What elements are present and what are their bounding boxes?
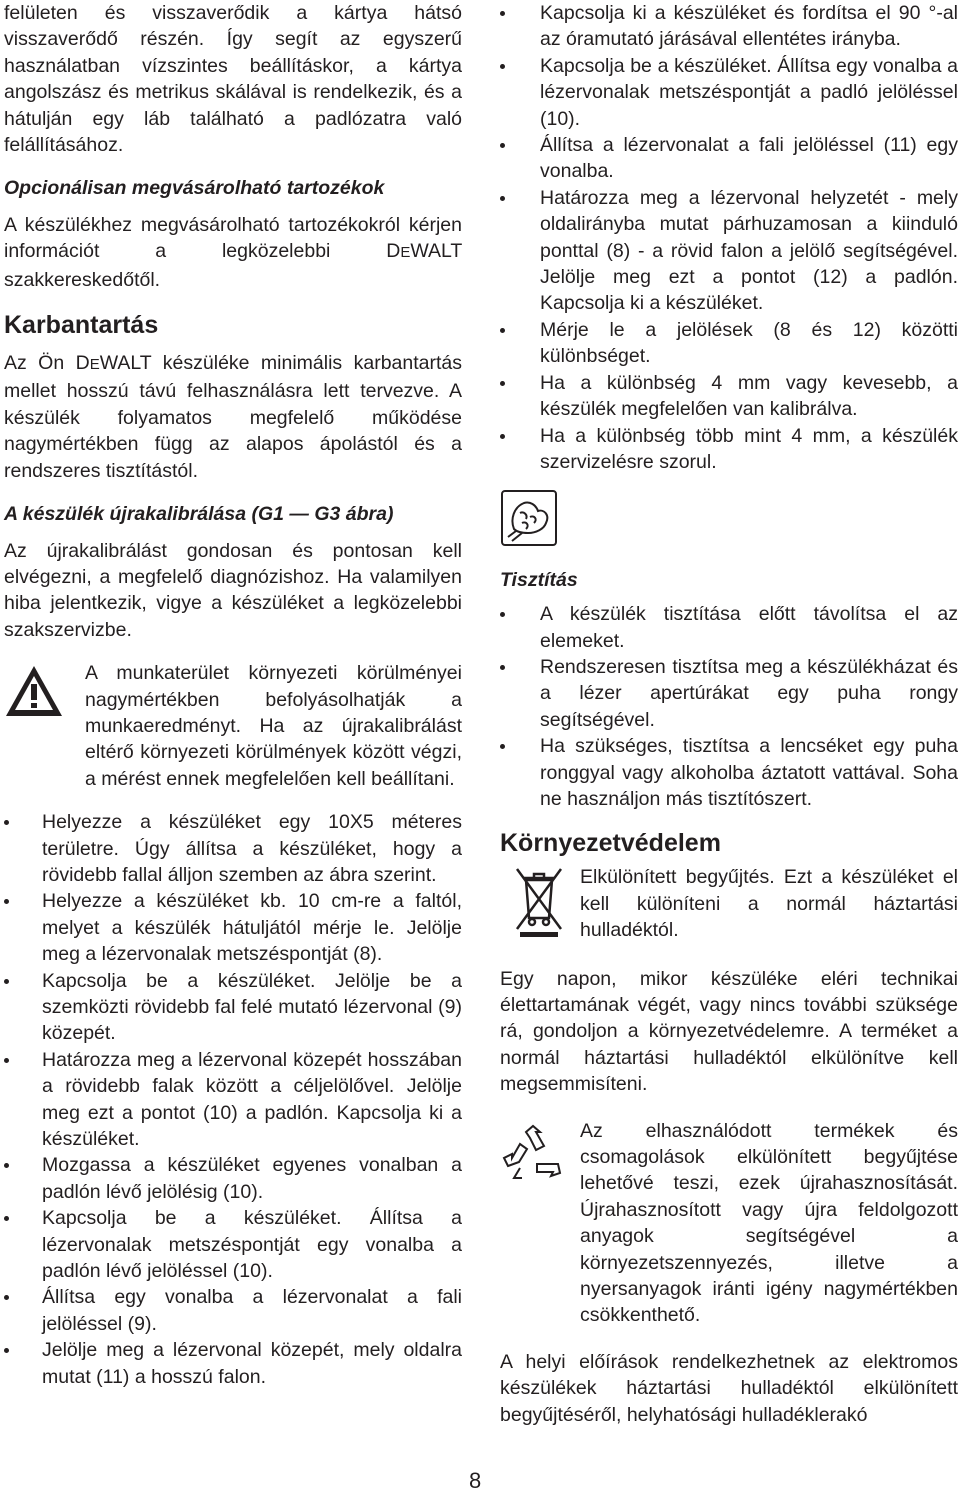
warning-text: A munkaterület környezeti körülményei nagymértékben befolyásolhatják a munkaeredményt. Ha az újrakalibrálást eltérő környezeti körülmények között végzi, a mérést ennek megfelelően kell beállítani. [85, 662, 462, 790]
list-item: Ha a különbség több mint 4 mm, a készülék szervizelésre szorul. [500, 423, 958, 476]
weee-text: Elkülönített begyűjtés. Ezt a készüléket el kell különíteni a normál háztartási hulladéktól. [580, 866, 958, 942]
cleaning-steps-list [500, 601, 958, 812]
list-item: Ha szükséges, tisztítsa a lencséket egy puha ronggyal vagy alkoholba áztatott vattával. Soha ne használjon más tisztítószert. [500, 733, 958, 812]
accessories-paragraph: A készülékhez megvásárolható tartozékokról kérjen információt a legközelebbi DEWALT szakkereskedőtől. [4, 213, 462, 291]
list-item: Állítsa egy vonalba a lézervonalat a fali jelöléssel (9). [4, 1284, 462, 1337]
recalibration-heading: A készülék újrakalibrálása (G1 — G3 ábra) [4, 503, 394, 526]
intro-paragraph: felületen és visszaverődik a kártya hátsó visszaverődő részén. Így segít az egyszerű használatban vízszintes beállításkor, a kártya angolszász és metrikus skálával is rendelkezik, és a hátulján egy láb található a padlózatra való felállításához. [4, 2, 462, 157]
left-column [4, 0, 462, 1390]
local-regulations-paragraph: A helyi előírások rendelkezhetnek az elektromos készülékek háztartási hulladéktól elkülönített begyűjtéséről, helyhatósági hulladéklerakó [500, 1350, 958, 1426]
cleaning-cloth-icon [500, 489, 958, 556]
list-item: A készülék tisztítása előtt távolítsa el az elemeket. [500, 601, 958, 654]
page-number: 8 [469, 1468, 482, 1493]
accessories-heading: Opcionálisan megvásárolható tartozékok [4, 177, 385, 200]
recycle-text: Az elhasználódott termékek és csomagolások elkülönített begyűjtése lehetővé teszi, ezek újrahasznosítását. Újrahasznosított vagy újra feldolgozott anyagok segítségével a környezetszennyezés, illetve a nyersanyagok iránti igény nagymértékben csökkenthető. [580, 1119, 958, 1327]
list-item: Határozza meg a lézervonal közepét hosszában a rövidebb falak között a céljelölővel. Jelölje meg ezt a pontot (10) a padlón. Kapcsolja ki a készüléket. [4, 1047, 462, 1153]
list-item: Rendszeresen tisztítsa meg a készülékházat és a lézer apertúrákat egy puha rongy segítségével. [500, 654, 958, 733]
warning-triangle-icon [4, 664, 64, 725]
list-item: Ha a különbség 4 mm vagy kevesebb, a készülék megfelelően van kalibrálva. [500, 370, 958, 423]
recycle-icon [500, 1122, 566, 1195]
list-item: Határozza meg a lézervonal helyzetét - mely oldalirányba mutat párhuzamosan a kiinduló ponttal (8) - a rövid falon a jelölő segítségével. Jelölje meg ezt a pontot (12) a padlón. Kapcsolja ki a készüléket. [500, 185, 958, 317]
list-item: Kapcsolja ki a készüléket és fordítsa el 90 °-al az óramutató járásával ellentétes irányba. [500, 0, 958, 53]
recalibration-paragraph: Az újrakalibrálást gondosan és pontosan kell elvégezni, a megfelelő diagnózishoz. Ha valamilyen hiba jelentkezik, vigye a készüléket a legközelebbi szakszervizbe. [4, 539, 462, 641]
list-item: Helyezze a készüléket egy 10X5 méteres területre. Úgy állítsa a készüléket, hogy a rövidebb fallal álljon szemben az ábra szerint. [4, 809, 462, 888]
brand-small-e: E [89, 356, 100, 374]
maintenance-paragraph: Az Ön DEWALT készüléke minimális karbantartás mellet hosszú távú felhasználásra lett tervezve. A készülék folyamatos megfelelő működése nagymértékben függ az alapos ápolástól és a rendszeres tisztítástól. [4, 352, 462, 482]
list-item: Kapcsolja be a készüléket. Állítsa egy vonalba a lézervonalak metszéspontját a padló jelöléssel (10). [500, 53, 958, 132]
weee-block [500, 864, 958, 943]
warning-block [4, 660, 462, 792]
list-item: Kapcsolja be a készüléket. Állítsa a lézervonalak metszéspontját egy vonalba a padlón lévő jelöléssel (10). [4, 1205, 462, 1284]
list-item: Kapcsolja be a készüléket. Jelölje be a szemközti rövidebb fal felé mutató lézervonal (9) közepét. [4, 968, 462, 1047]
maintenance-heading: Karbantartás [4, 311, 159, 340]
crossed-out-bin-icon [514, 866, 564, 945]
right-column [500, 0, 958, 1428]
list-item: Állítsa a lézervonalat a fali jelöléssel (11) egy vonalba. [500, 132, 958, 185]
brand-small-e: E [400, 244, 411, 262]
list-item: Jelölje meg a lézervonal közepét, mely oldalra mutat (11) a hosszú falon. [4, 1337, 462, 1390]
cleaning-heading: Tisztítás [500, 568, 578, 591]
list-item: Mérje le a jelölések (8 és 12) közötti különbséget. [500, 317, 958, 370]
recycle-block [500, 1118, 958, 1329]
recalibration-steps-list-continued [500, 0, 958, 475]
list-item: Mozgassa a készüléket egyenes vonalban a padlón lévő jelölésig (10). [4, 1152, 462, 1205]
environment-paragraph: Egy napon, mikor készüléke eléri technikai élettartamának végét, vagy nincs további szüksége rá, gondoljon a környezetvédelemre. A terméket a normál háztartási hulladéktól elkülönítve kell megsemmisíteni. [500, 967, 958, 1096]
list-item: Helyezze a készüléket kb. 10 cm-re a faltól, melyet a készülék hátuljától mérje le. Jelölje meg a lézervonalak metszéspontját (8). [4, 888, 462, 967]
recalibration-steps-list [4, 809, 462, 1390]
environment-heading: Környezetvédelem [500, 829, 721, 858]
